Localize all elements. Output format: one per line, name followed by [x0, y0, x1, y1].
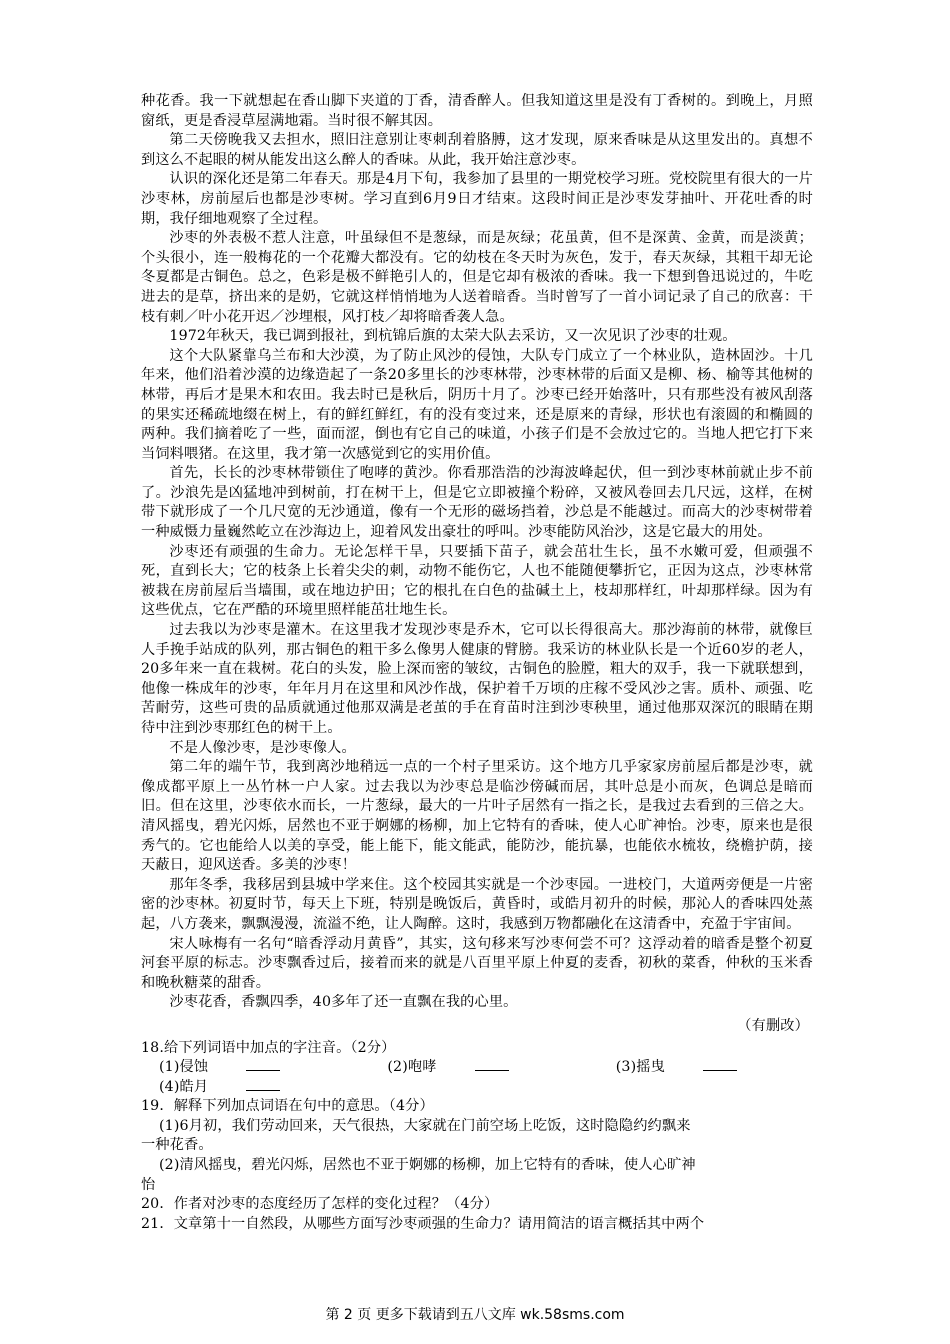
paragraph: 沙枣花香，香飘四季，40多年了还一直飘在我的心里。	[169, 994, 518, 1011]
pinyin-options	[141, 1058, 813, 1097]
option-1: (1)侵蚀	[159, 1058, 318, 1078]
sub-item: (2)清风摇曳，碧光闪烁，居然也不亚于婀娜的杨柳，加上它特有的香味，使人心旷神	[159, 1157, 696, 1174]
paragraph: 沙枣还有顽强的生命力。无论怎样干旱，只要插下苗子，就会茁壮生长，虽不水嫩可爱，但顽强不死，直到长大；它的枝条上长着尖尖的刺，动物不能伤它，人也不能随便攀折它，正因为这点，沙枣林常被栽在房前屋后当墙围，或在地边护田；它的根扎在白色的盐碱土上，枝却那样红，叶却那样绿。因为有这些优点，它在严酷的环境里照样能茁壮地生长。	[141, 543, 813, 619]
paragraph: 认识的深化还是第二年春天。那是4月下旬，我参加了县里的一期党校学习班。党校院里有很大的一片沙枣林，房前屋后也都是沙枣树。学习直到6月9日才结束。这段时间正是沙枣发芽抽叶、开花吐香的时期，我仔细地观察了全过程。	[141, 171, 813, 227]
question-19	[141, 1097, 813, 1195]
answer-blank[interactable]	[475, 1058, 509, 1071]
question-stem: 18.给下列词语中加点的字注音。（2分）	[141, 1039, 396, 1056]
paragraph: 沙枣的外表极不惹人注意，叶虽绿但不是葱绿，而是灰绿；花虽黄，但不是深黄、金黄，而是淡黄；个头很小，连一般梅花的一个花瓣大都没有。它的幼枝在冬天时为灰色，发于，春天灰绿，其粗干却无论冬夏都是古铜色。总之，色彩是极不鲜艳引人的，但是它却有极浓的香味。我一下想到鲁迅说过的，牛吃进去的是草，挤出来的是奶，它就这样悄悄地为人送着暗香。当时曾写了一首小词记录了自己的欣喜：干枝有刺／叶小花开迟／沙埋根，风打枝／却将暗香袭人急。	[141, 230, 813, 325]
option-2: (2)咆哮	[387, 1058, 546, 1078]
paragraph: 这个大队紧靠乌兰布和大沙漠，为了防止风沙的侵蚀，大队专门成立了一个林业队，造林固沙。十几年来，他们沿着沙漠的边缘造起了一条20多里长的沙枣林带，沙枣林带的后面又是柳、杨、榆等其他树的林带，再后才是果木和农田。我去时已是秋后，阴历十月了。沙枣已经开始落叶，只有那些没有被风刮落的果实还稀疏地缀在树上，有的鲜红鲜红，有的没有变过来，还是原来的青绿，形状也有滚圆的和椭圆的两种。我们摘着吃了一些，面而涩，倒也有它自己的味道，小孩子们是不会放过它的。当地人把它打下来当饲料喂猪。在这里，我才第一次感觉到它的实用价值。	[141, 347, 813, 462]
option-3: (3)摇曳	[616, 1058, 775, 1078]
question-20: 20．作者对沙枣的态度经历了怎样的变化过程？（4分）	[141, 1196, 499, 1213]
question-18	[141, 1039, 813, 1098]
article-text	[141, 92, 813, 1013]
paragraph: 不是人像沙枣，是沙枣像人。	[169, 739, 356, 756]
paragraph: 种花香。我一下就想起在香山脚下夹道的丁香，清香醉人。但我知道这里是没有丁香树的。到晚上，月照窗纸，更是香浸草屋满地霜。当时很不解其因。	[141, 93, 813, 129]
sub-item: (1)6月初，我们劳动回来，天气很热，大家就在门前空场上吃饭，这时隐隐约约飘来	[159, 1117, 691, 1134]
answer-blank[interactable]	[246, 1078, 280, 1091]
sub-item-continuation: 怡	[141, 1176, 156, 1193]
question-stem: 19．解释下列加点词语在句中的意思。（4分）	[141, 1098, 434, 1115]
question-21: 21．文章第十一自然段，从哪些方面写沙枣顽强的生命力？请用简洁的语言概括其中两个	[141, 1215, 705, 1232]
document-body	[141, 92, 813, 1234]
paragraph: 第二天傍晚我又去担水，照旧注意别让枣刺刮着胳膊，这才发现，原来香味是从这里发出的。真想不到这么不起眼的树从能发出这么醉人的香味。从此，我开始注意沙枣。	[141, 132, 813, 168]
paragraph: 宋人咏梅有一名句“暗香浮动月黄昏”，其实，这句移来写沙枣何尝不可？这浮动着的暗香是整个初夏河套平原的标志。沙枣飘香过后，接着而来的就是八百里平原上仲夏的麦香，初秋的菜香，仲秋的玉米香和晚秋糖菜的甜香。	[141, 935, 813, 991]
paragraph: 那年冬季，我移居到县城中学来住。这个校园其实就是一个沙枣园。一进校门，大道两旁便是一片密密的沙枣林。初夏时节，每天上下班，特别是晚饭后，黄昏时，或皓月初升的时候，那沁人的香味四处蒸起，八方袭来，飘飘漫漫，流溢不绝，让人陶醉。这时，我感到万物都融化在这清香中，充盈于宇宙间。	[141, 876, 813, 932]
paragraph: 首先，长长的沙枣林带锁住了咆哮的黄沙。你看那浩浩的沙海波峰起伏，但一到沙枣林前就止步不前了。沙浪先是凶猛地冲到树前，打在树干上，但是它立即被撞个粉碎，又被风卷回去几尺远，这样，在树带下就形成了一个几尺宽的无沙通道，像有一个无形的磁场挡着，沙总是不能越过。而高大的沙枣树带着一种威慑力量巍然屹立在沙海边上，迎着风发出豪壮的呼叫。沙枣能防风治沙，这是它最大的用处。	[141, 465, 813, 541]
answer-blank[interactable]	[703, 1058, 737, 1071]
answer-blank[interactable]	[246, 1058, 280, 1071]
paragraph: 过去我以为沙枣是灌木。在这里我才发现沙枣是乔木，它可以长得很高大。那沙海前的林带，就像巨人手挽手站成的队列，那古铜色的粗干多么像男人健康的臂膀。我采访的林业队长是一个近60岁的老人，20多年来一直在栽树。花白的头发，脸上深而密的皱纹，古铜色的脸膛，粗大的双手，我一下就联想到，他像一株成年的沙枣，年年月月在这里和风沙作战，保护着千万顷的庄稼不受风沙之害。质朴、顽强、吃苦耐劳，这些可贵的品质就通过他那双满是老茧的手在育苗时注到沙枣秧里，通过他那双深沉的眼睛在期待中注到沙枣那红色的树干上。	[141, 622, 813, 736]
option-4: (4)皓月	[159, 1078, 318, 1098]
source-credit: （有删改）	[737, 1017, 809, 1034]
page-footer: 第 2 页 更多下载请到五八文库 wk.58sms.com	[325, 1307, 625, 1323]
paragraph: 1972年秋天，我已调到报社，到杭锦后旗的太荣大队去采访，又一次见识了沙枣的壮观。	[169, 328, 737, 345]
sub-item-continuation: 一种花香。	[141, 1137, 213, 1154]
paragraph: 第二年的端午节，我到离沙地稍远一点的一个村子里采访。这个地方几乎家家房前屋后都是沙枣，就像成都平原上一丛竹林一户人家。过去我以为沙枣总是临沙傍碱而居，其叶总是小而灰，色调总是暗而旧。但在这里，沙枣依水而长，一片葱绿，最大的一片叶子居然有一指之长，是我过去看到的三倍之大。清风摇曳，碧光闪烁，居然也不亚于婀娜的杨柳，加上它特有的香味，使人心旷神怡。沙枣，原来也是很秀气的。它也能给人以美的享受，能上能下，能文能武，能防沙，能抗暴，也能依水梳妆，绕檐护荫，接天蔽日，迎风送香。多美的沙枣！	[141, 759, 813, 874]
